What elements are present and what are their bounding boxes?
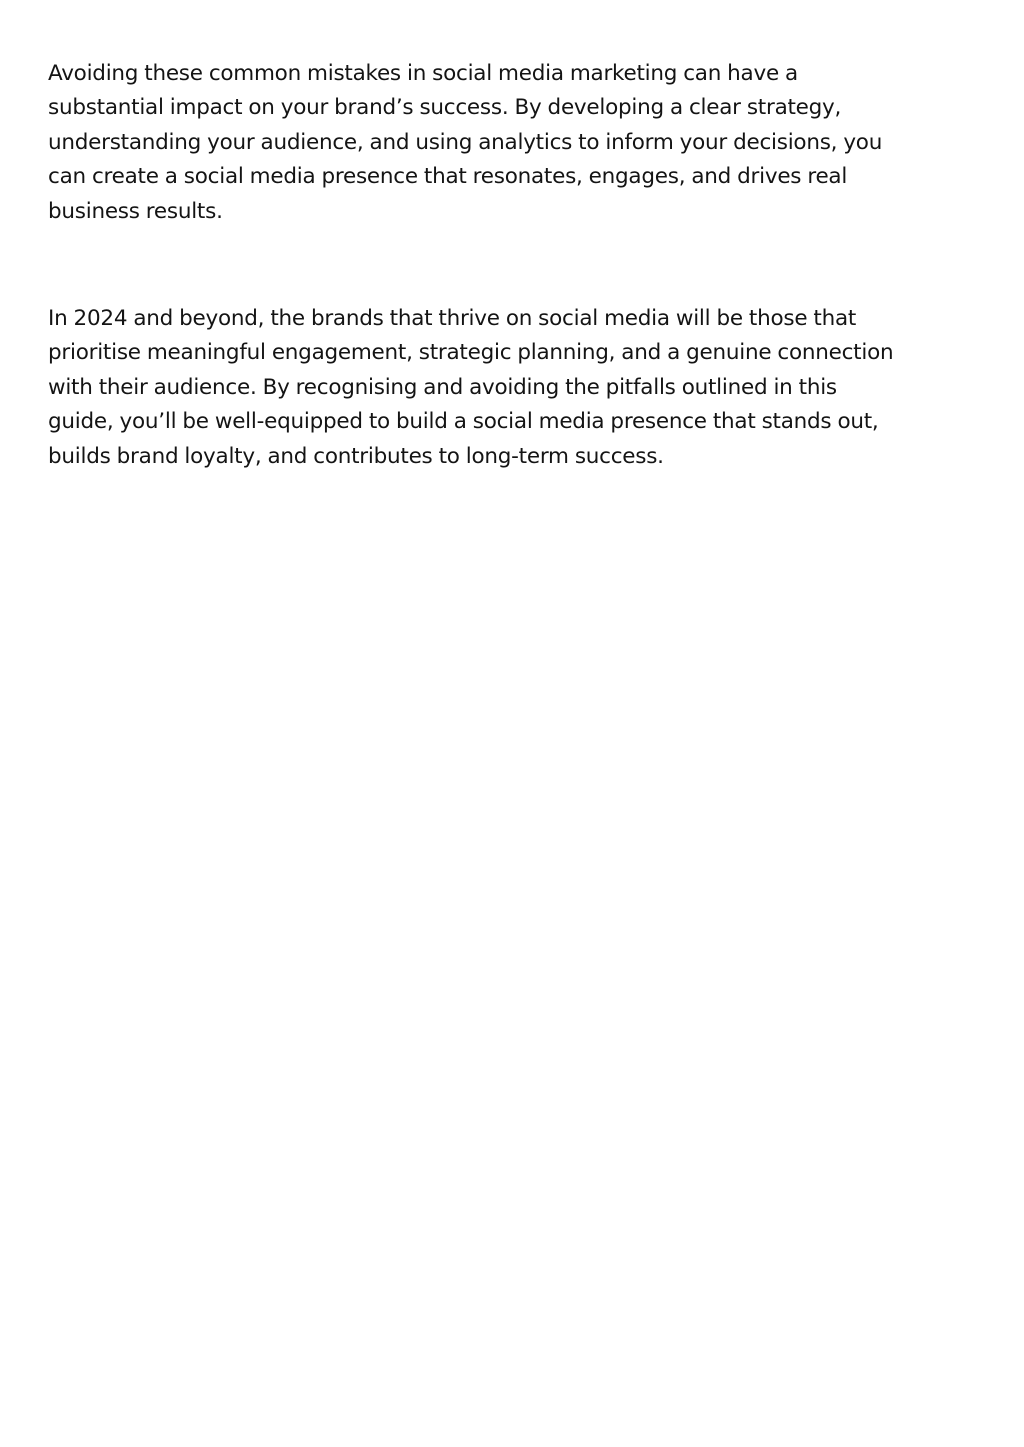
text-line: understanding your audience, and using analytics to inform your decisions, you <box>48 129 883 155</box>
text-line: builds brand loyalty, and contributes to long-term success. <box>48 443 664 469</box>
text-line: prioritise meaningful engagement, strategic planning, and a genuine connection <box>48 340 894 366</box>
text-line: substantial impact on your brand’s success. By developing a clear strategy, <box>48 95 842 121</box>
outlook-paragraph <box>48 302 988 474</box>
text-line: Avoiding these common mistakes in social media marketing can have a <box>48 61 798 86</box>
text-line: In 2024 and beyond, the brands that thrive on social media will be those that <box>48 306 857 331</box>
text-line: business results. <box>48 198 223 224</box>
text-line: with their audience. By recognising and avoiding the pitfalls outlined in this <box>48 374 837 400</box>
text-line: guide, you’ll be well-equipped to build a social media presence that stands out, <box>48 409 879 435</box>
conclusion-paragraph <box>48 57 988 229</box>
text-line: can create a social media presence that resonates, engages, and drives real <box>48 164 848 190</box>
